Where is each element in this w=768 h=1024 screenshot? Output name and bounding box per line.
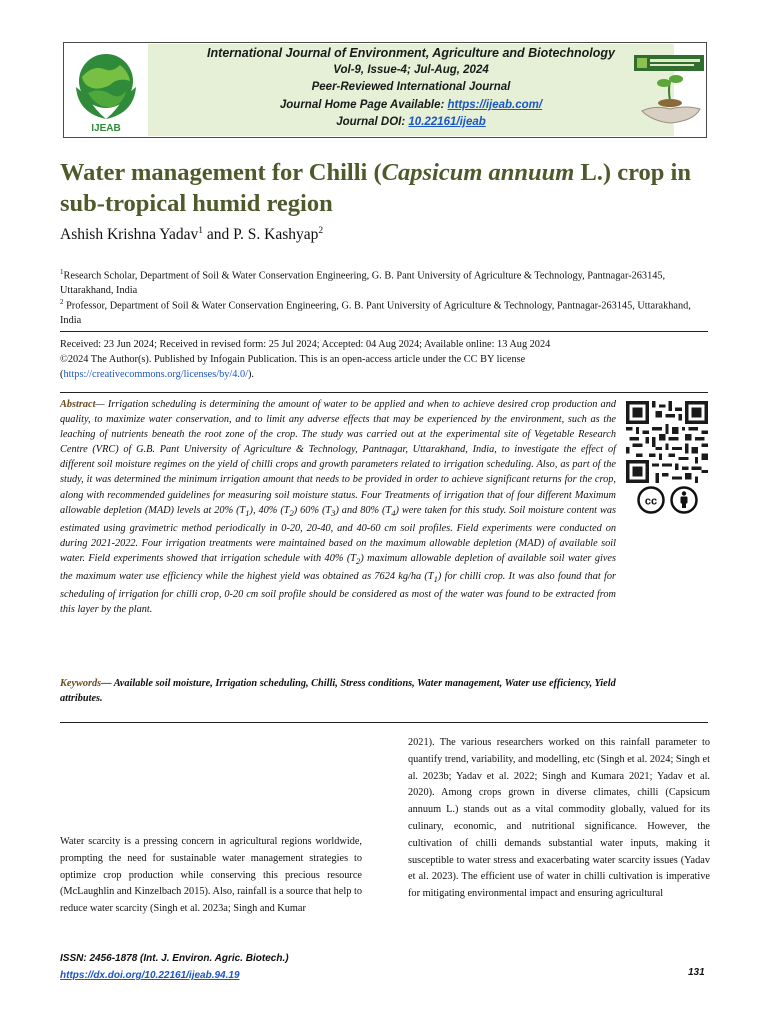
footer-issn: ISSN: 2456-1878 (Int. J. Environ. Agric. Biotech.) bbox=[60, 953, 289, 964]
divider-abstract bbox=[60, 392, 708, 393]
journal-home-link[interactable]: https://ijeab.com/ bbox=[447, 98, 543, 111]
divider-top bbox=[60, 331, 708, 332]
page-footer bbox=[60, 950, 289, 984]
article-license bbox=[60, 367, 720, 382]
journal-info bbox=[148, 45, 674, 131]
affiliation-1-sup: 1 bbox=[60, 268, 64, 276]
abstract-sub-3: 3 bbox=[331, 507, 336, 518]
author-2: P. S. Kashyap bbox=[233, 226, 319, 244]
journal-header bbox=[63, 42, 707, 138]
ijeab-logo-text: IJEAB bbox=[91, 123, 121, 133]
journal-peer-review: Peer-Reviewed International Journal bbox=[311, 81, 511, 94]
divider-body bbox=[60, 722, 708, 723]
journal-doi-link[interactable]: 10.22161/ijeab bbox=[408, 115, 486, 128]
footer-doi-link[interactable]: https://dx.doi.org/10.22161/ijeab.94.19 bbox=[60, 970, 240, 981]
journal-name: International Journal of Environment, Agriculture and Biotechnology bbox=[207, 46, 615, 60]
keywords-label: Keywords bbox=[60, 678, 102, 689]
keywords-text: Available soil moisture, Irrigation scheduling, Chilli, Stress conditions, Water management, Water use efficiency, Yield attributes. bbox=[60, 678, 616, 705]
journal-doi bbox=[148, 114, 674, 131]
keywords-dash: — bbox=[101, 678, 114, 689]
abstract-sub-2: 2 bbox=[289, 507, 294, 518]
author-separator: and bbox=[202, 226, 234, 244]
affiliation-1-text: Research Scholar, Department of Soil & Water Conservation Engineering, G. B. Pant University of Agriculture & Technology, Pantnagar-263145, Uttarakhand, India bbox=[60, 270, 666, 296]
affiliation-2-sup: 2 bbox=[60, 298, 64, 306]
abstract-text-6: ) maximum allowable depletion of available soil water gives the maximum water use efficiency while the highest yield was obtained as 7624 kg/ha (T bbox=[60, 552, 616, 583]
body-column-right: 2021). The various researchers worked on this rainfall parameter to quantify trend, variability, and modelling, etc (Singh et al. 2024; Singh et al. 2023b; Yadav et al. 2022; Singh and Kumara 2021; Yadav et al. 2020). Among crops grown in diverse climates, chilli (Capsicum annuum L.) stands out as a vital commodity globally, valued for its culinary, economic, and nutritional significance. However, the cultivation of chilli demands substantial water inputs, making it susceptible to water stress and exacerbating water scarcity issues (Yadav et al. 2023). The efficient use of water in chilli cultivation is imperative for mitigating environmental impact and ensuring agricultural bbox=[408, 737, 710, 900]
abstract-label: Abstract bbox=[60, 399, 96, 410]
abstract-text-5: ) were taken for this study. Soil moisture content was estimated using gravimetric method periodically in 0-20, 20-40, and 40-60 cm soil profiles. Field experiments were conducted on during 2021-2022. Four irrigation treatments were maintained based on the maximum allowable depletion (MAD) of available soil water. Field experiments showed that irrigation schedule with 40% (T bbox=[60, 504, 699, 564]
article-dates: Received: 23 Jun 2024; Received in revised form: 25 Jul 2024; Accepted: 04 Aug 2024; Available online: 13 Aug 2024 bbox=[60, 339, 551, 350]
cc-license-badge[interactable] bbox=[637, 486, 701, 514]
article-copyright: ©2024 The Author(s). Published by Infogain Publication. This is an open-access article under the CC BY license bbox=[60, 354, 526, 365]
author-2-sup: 2 bbox=[318, 226, 324, 236]
page-number: 131 bbox=[688, 967, 705, 978]
abstract-sub-5: 2 bbox=[356, 556, 361, 567]
abstract-sub-4: 4 bbox=[391, 507, 396, 518]
abstract-text-4: ) and 80% (T bbox=[335, 504, 392, 516]
abstract-sub-1: 1 bbox=[245, 507, 250, 518]
title-part-2: L.) crop in sub-tropical humid region bbox=[60, 159, 691, 217]
license-open: ( bbox=[60, 369, 64, 380]
journal-volume: Vol-9, Issue-4; Jul-Aug, 2024 bbox=[333, 64, 489, 77]
abstract-text-1: Irrigation scheduling is determining the amount of water to be applied and when to achieve desired crop production and quality, to maximize water conservation, and to limit any adverse effects that may be experienced by the environment, such as the leaching of nutrients beneath the root zone of the crop. The study was carried out at the experimental site of Vegetable Research Centre (VRC) of G.B. Pant University of Agriculture & Technology, Pantnagar, Uttarakhand, India, to investigate the effect of different soil moisture regimes on the yield of chilli crops and growth parameters related to irrigation scheduling. Also, as part of the study, it was determined the minimum irrigation amount that needs to be provided in order to achieve significant returns for the crop, along with recommended guidelines for measuring soil moisture status. Four Treatments of irrigation that of four different Maximum allowable depletion (MAD) levels at 20% (T bbox=[60, 399, 617, 516]
journal-home-label: Journal Home Page Available: bbox=[279, 98, 448, 111]
cc-license-icon bbox=[639, 488, 664, 513]
keywords bbox=[60, 676, 616, 706]
abstract-sub-6: 1 bbox=[433, 574, 438, 585]
cc-by-icon bbox=[672, 488, 697, 513]
qr-code-icon[interactable] bbox=[624, 401, 710, 483]
article-title bbox=[60, 157, 720, 219]
abstract-text-7: ) for chilli crop. It was also found that for scheduling of irrigation for chilli crop, 0-20 cm soil profile should be considered as most of the water was found to be extracted from this layer by the plant. bbox=[60, 571, 616, 616]
license-close: ). bbox=[248, 369, 255, 380]
affiliation-2-text: Professor, Department of Soil & Water Conservation Engineering, G. B. Pant University of Agriculture & Technology, Pantnagar-263145, Uttarakhand, India bbox=[60, 300, 691, 326]
affiliation-2 bbox=[60, 295, 710, 328]
title-species: Capsicum annuum bbox=[381, 159, 575, 186]
abstract-text-3: ) 60% (T bbox=[293, 504, 332, 516]
author-1-sup: 1 bbox=[198, 226, 203, 236]
ijeab-logo-icon bbox=[68, 47, 144, 133]
abstract-text-2: ), 40% (T bbox=[249, 504, 290, 516]
body-column-left: Water scarcity is a pressing concern in agricultural regions worldwide, prompting the need for sustainable water management strategies to optimize crop production while conserving this precious resource (McLaughlin and Kinzelbach 2015). Also, rainfall is a source that help to reduce water scarcity (Singh et al. 2023a; Singh and Kumar bbox=[60, 836, 362, 915]
journal-doi-label: Journal DOI: bbox=[336, 115, 409, 128]
affiliation-1 bbox=[60, 265, 710, 298]
authors bbox=[60, 226, 323, 244]
svg-text:cc: cc bbox=[644, 495, 658, 508]
journal-home bbox=[148, 97, 674, 114]
article-history bbox=[60, 337, 720, 382]
abstract-dash: — bbox=[95, 399, 108, 410]
license-link[interactable]: https://creativecommons.org/licenses/by/4.0/ bbox=[63, 369, 248, 380]
plant-hand-logo-icon bbox=[634, 49, 706, 135]
title-part-1: Water management for Chilli ( bbox=[60, 159, 382, 186]
author-1: Ashish Krishna Yadav bbox=[60, 226, 199, 244]
